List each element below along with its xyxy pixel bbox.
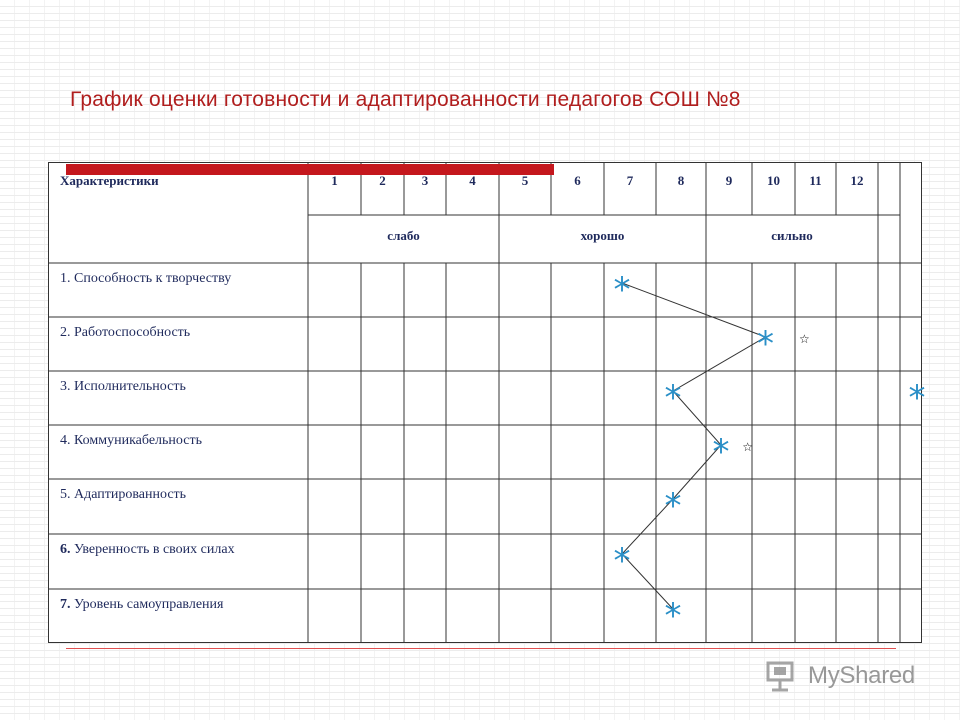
- watermark: [766, 656, 936, 696]
- score-marker: *: [664, 486, 682, 526]
- scale-tick-label: 6: [574, 173, 581, 188]
- scale-tick-label: 9: [725, 173, 733, 188]
- slide-title: График оценки готовности и адаптированности педагогов СОШ №8: [70, 88, 741, 111]
- row-number: 3.: [60, 379, 71, 394]
- row-label: [60, 597, 223, 613]
- scale-group-label: слабо: [387, 228, 420, 243]
- row-label: [60, 433, 202, 449]
- row-number: 5.: [60, 487, 71, 502]
- scale-group-label: хорошо: [580, 228, 625, 243]
- row-number: 2.: [60, 325, 71, 340]
- scale-tick-label: 8: [677, 173, 685, 188]
- watermark-text: MyShared: [808, 662, 915, 689]
- score-marker: *: [712, 432, 730, 472]
- column-header: Характеристики: [60, 173, 159, 188]
- scale-tick-label: 2: [379, 173, 386, 188]
- row-number: 7.: [60, 597, 71, 612]
- scale-tick-label: 4: [469, 173, 476, 188]
- row-label-text: Уверенность в своих силах: [70, 542, 235, 557]
- row-label: [60, 542, 235, 558]
- row-number: 1.: [60, 271, 71, 286]
- scale-tick-label: 3: [421, 173, 429, 188]
- scale-tick-label: 12: [850, 173, 864, 188]
- row-label-text: Способность к творчеству: [70, 271, 232, 286]
- scale-tick-label: 10: [767, 173, 780, 188]
- score-marker: *: [613, 541, 631, 581]
- row-label: [60, 487, 186, 503]
- scale-group-label: сильно: [771, 228, 813, 243]
- row-number: 4.: [60, 433, 71, 448]
- small-star-mark: ☆: [799, 332, 810, 346]
- scale-tick-label: 1: [331, 173, 338, 188]
- row-label: [60, 379, 186, 395]
- row-label: [60, 325, 190, 341]
- presentation-logo-icon: [766, 659, 802, 693]
- outlier-marker: *: [908, 378, 926, 418]
- score-marker: *: [613, 270, 631, 310]
- row-label-text: Уровень самоуправления: [70, 597, 224, 612]
- row-label-text: Адаптированность: [70, 487, 187, 502]
- scale-tick-label: 11: [809, 173, 822, 188]
- scale-tick-label: 5: [521, 173, 529, 188]
- row-label-text: Исполнительность: [70, 379, 186, 394]
- bottom-rule: [66, 648, 896, 649]
- row-number: 6.: [60, 542, 71, 557]
- score-marker: *: [664, 596, 682, 636]
- small-star-mark: ☆: [742, 440, 753, 454]
- row-label: [60, 271, 231, 287]
- scale-tick-label: 7: [626, 173, 634, 188]
- score-marker: *: [757, 324, 774, 364]
- score-marker: *: [664, 378, 682, 418]
- row-label-text: Работоспособность: [70, 325, 191, 340]
- row-label-text: Коммуникабельность: [70, 433, 202, 448]
